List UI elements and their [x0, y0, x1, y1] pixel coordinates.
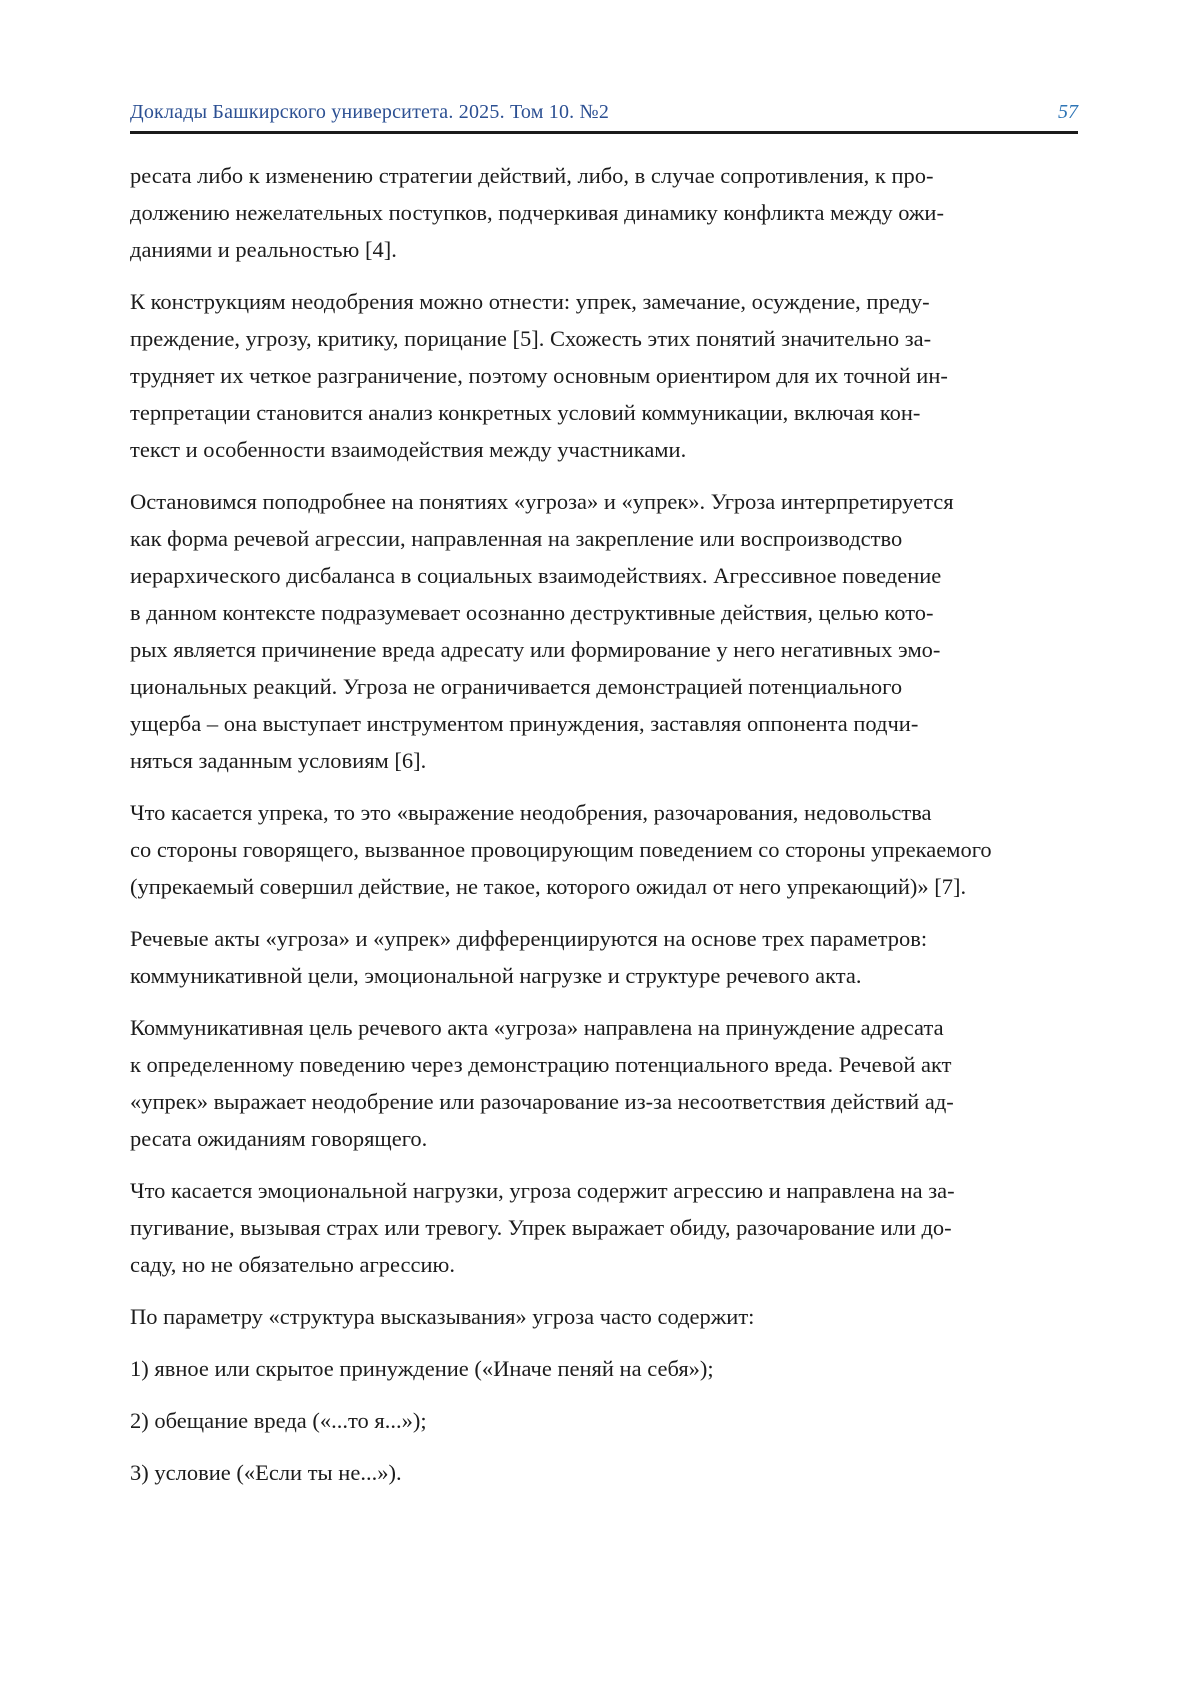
text-line: Что касается упрека, то это «выражение неодобрения, разочарования, недовольства [130, 800, 932, 825]
list-item [130, 1454, 1078, 1491]
page-body-text [130, 142, 1078, 1491]
paragraph [130, 483, 1078, 779]
text-line: к определенному поведению через демонстрацию потенциального вреда. Речевой акт [130, 1052, 952, 1077]
text-line: 1) явное или скрытое принуждение («Иначе пеняй на себя»); [130, 1356, 714, 1381]
text-line: должению нежелательных поступков, подчеркивая динамику конфликта между ожи- [130, 200, 944, 225]
list-item [130, 1350, 1078, 1387]
text-line: няться заданным условиям [6]. [130, 748, 427, 773]
header-rule [130, 131, 1078, 134]
text-line: По параметру «структура высказывания» угроза часто содержит: [130, 1304, 755, 1329]
text-line: 3) условие («Если ты не...»). [130, 1460, 402, 1485]
text-line: иерархического дисбаланса в социальных взаимодействиях. Агрессивное поведение [130, 563, 942, 588]
text-line: Коммуникативная цель речевого акта «угроза» направлена на принуждение адресата [130, 1015, 944, 1040]
text-line: коммуникативной цели, эмоциональной нагрузке и структуре речевого акта. [130, 963, 862, 988]
text-line: «упрек» выражает неодобрение или разочарование из-за несоответствия действий ад- [130, 1089, 954, 1114]
text-line: саду, но не обязательно агрессию. [130, 1252, 455, 1277]
text-line: рых является причинение вреда адресату или формирование у него негативных эмо- [130, 637, 941, 662]
text-line: со стороны говорящего, вызванное провоцирующим поведением со стороны упрекаемого [130, 837, 992, 862]
text-line: Остановимся поподробнее на понятиях «угроза» и «упрек». Угроза интерпретируется [130, 489, 954, 514]
paragraph [130, 1009, 1078, 1157]
text-line: ущерба – она выступает инструментом принуждения, заставляя оппонента подчи- [130, 711, 919, 736]
text-line: К конструкциям неодобрения можно отнести: упрек, замечание, осуждение, преду- [130, 289, 930, 314]
paragraph [130, 794, 1078, 905]
text-line: текст и особенности взаимодействия между участниками. [130, 437, 687, 462]
text-line: как форма речевой агрессии, направленная на закрепление или воспроизводство [130, 526, 903, 551]
text-line: (упрекаемый совершил действие, не такое, которого ожидал от него упрекающий)» [7]. [130, 874, 967, 899]
text-line: ресата ожиданиям говорящего. [130, 1126, 428, 1151]
document-page [130, 0, 1078, 1506]
text-line: терпретации становится анализ конкретных условий коммуникации, включая кон- [130, 400, 921, 425]
text-line: Речевые акты «угроза» и «упрек» дифференциируются на основе трех параметров: [130, 926, 928, 951]
list-item [130, 1402, 1078, 1439]
text-line: в данном контексте подразумевает осознанно деструктивные действия, целью кото- [130, 600, 934, 625]
text-line: циональных реакций. Угроза не ограничивается демонстрацией потенциального [130, 674, 903, 699]
running-head [130, 0, 1078, 124]
text-line: трудняет их четкое разграничение, поэтому основным ориентиром для их точной ин- [130, 363, 948, 388]
text-line: 2) обещание вреда («...то я...»); [130, 1408, 427, 1433]
text-line: даниями и реальностью [4]. [130, 237, 397, 262]
paragraph [130, 1298, 1078, 1335]
text-line: ресата либо к изменению стратегии действий, либо, в случае сопротивления, к про- [130, 163, 934, 188]
text-line: Что касается эмоциональной нагрузки, угроза содержит агрессию и направлена на за- [130, 1178, 955, 1203]
paragraph [130, 283, 1078, 468]
journal-title: Доклады Башкирского университета. 2025. Том 10. №2 [130, 101, 610, 123]
page-number: 57 [1058, 101, 1078, 123]
text-line: преждение, угрозу, критику, порицание [5]. Схожесть этих понятий значительно за- [130, 326, 932, 351]
text-line: пугивание, вызывая страх или тревогу. Упрек выражает обиду, разочарование или до- [130, 1215, 952, 1240]
paragraph [130, 157, 1078, 268]
paragraph [130, 920, 1078, 994]
paragraph [130, 1172, 1078, 1283]
